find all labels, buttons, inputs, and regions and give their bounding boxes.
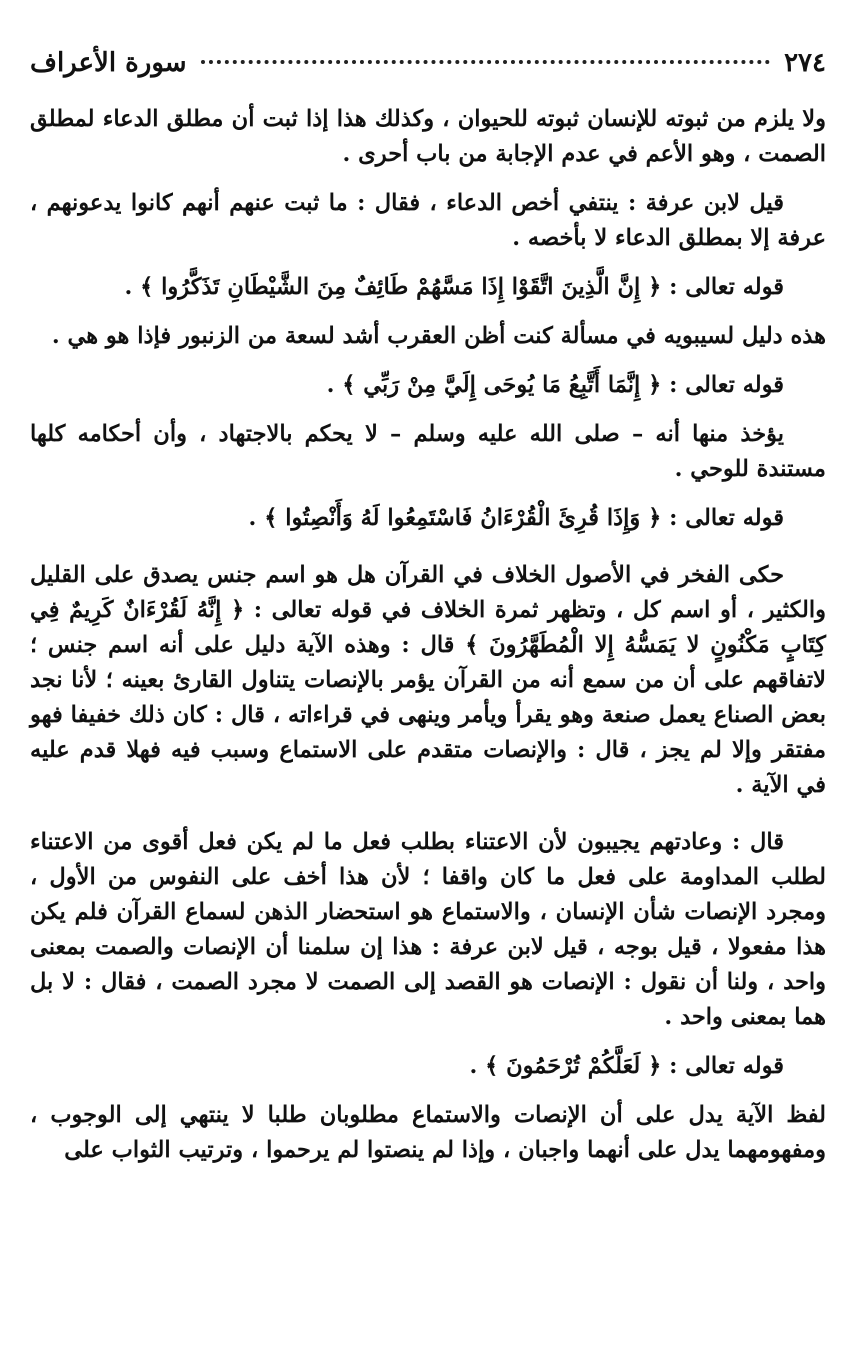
verse-quote: قوله تعالى : ﴿ إِنَّ الَّذِينَ اتَّقَوْا إِذَا مَسَّهُمْ طَائِفٌ مِنَ الشَّيْطَانِ تَذَكَّرُوا ﴾ . xyxy=(124,274,784,300)
paragraph: قال : وعادتهم يجيبون لأن الاعتناء بطلب فعل ما لم يكن فعل أقوى من الاعتناء لطلب المداومة على فعل ما كان واقفا ؛ لأن هذا أخف على النفوس من الأول ، ومجرد الإنصات شأن الإنسان ، والاستماع هو استحضار الذهن لسماع القرآن فلم يكن هذا مفعولا ، قيل بوجه ، قيل لابن عرفة : هذا إن سلمنا أن الإنصات والصمت بمعنى واحد ، ولنا أن نقول : الإنصات هو القصد إلى الصمت لا مجرد الصمت ، فقال : لا بل هما بمعنى واحد . xyxy=(30,829,826,1030)
verse-quote: قوله تعالى : ﴿ لَعَلَّكُمْ تُرْحَمُونَ ﴾ . xyxy=(469,1053,784,1079)
paragraph: يؤخذ منها أنه – صلى الله عليه وسلم – لا يحكم بالاجتهاد ، وأن أحكامه كلها مستندة للوحي . xyxy=(30,421,826,482)
paragraph: هذه دليل لسيبويه في مسألة كنت أظن العقرب أشد لسعة من الزنبور فإذا هو هي . xyxy=(51,323,826,349)
page-number: ٢٧٤ xyxy=(784,48,826,78)
verse-quote: قوله تعالى : ﴿ وَإِذَا قُرِئَ الْقُرْءَانُ فَاسْتَمِعُوا لَهُ وَأَنْصِتُوا ﴾ . xyxy=(248,505,784,531)
paragraph: قيل لابن عرفة : ينتفي أخص الدعاء ، فقال : ما ثبت عنهم أنهم كانوا يدعونهم ، عرفة إلا بمطلق الدعاء لا بأخصه . xyxy=(30,190,826,251)
paragraph: حكى الفخر في الأصول الخلاف في القرآن هل هو اسم جنس يصدق على القليل والكثير ، أو اسم كل ، وتظهر ثمرة الخلاف في قوله تعالى : ﴿ إِنَّهُ لَقُرْءَانٌ كَرِيمٌ فِي كِتَابٍ مَكْنُونٍ لا يَمَسُّهُ إِلا الْمُطَهَّرُونَ ﴾ قال : وهذه الآية دليل على أنه اسم جنس ؛ لاتفاقهم على أن من سمع أنه من القرآن يؤمر بالإنصات يتناول القارئ بعينه ؛ لأنا نجد بعض الصناع يعمل صنعة وهو يقرأ ويأمر وينهى في قراءاته ، قال : كان ذلك خفيفا فهو مفتقر وإلا لم يجز ، قال : والإنصات متقدم على الاستماع وسبب فيه فهلا قدم عليه في الآية . xyxy=(30,562,826,798)
verse-quote: قوله تعالى : ﴿ إِنَّمَا أَتَّبِعُ مَا يُوحَى إِلَيَّ مِنْ رَبِّي ﴾ . xyxy=(326,372,784,398)
paragraph: لفظ الآية يدل على أن الإنصات والاستماع مطلوبان طلبا لا ينتهي إلى الوجوب ، ومفهومهما يدل على أنهما واجبان ، وإذا لم ينصتوا لم يرحموا ، وترتيب الثواب على xyxy=(30,1102,826,1163)
surah-title: سورة الأعراف xyxy=(30,48,187,78)
document-page xyxy=(30,48,826,1348)
page-header xyxy=(30,48,826,94)
header-dotted-rule xyxy=(201,60,771,64)
paragraph: ولا يلزم من ثبوته للإنسان ثبوته للحيوان ، وكذلك هذا إذا ثبت أن مطلق الدعاء لمطلق الصمت ، وهو الأعم في عدم الإجابة من باب أحرى . xyxy=(30,106,826,167)
